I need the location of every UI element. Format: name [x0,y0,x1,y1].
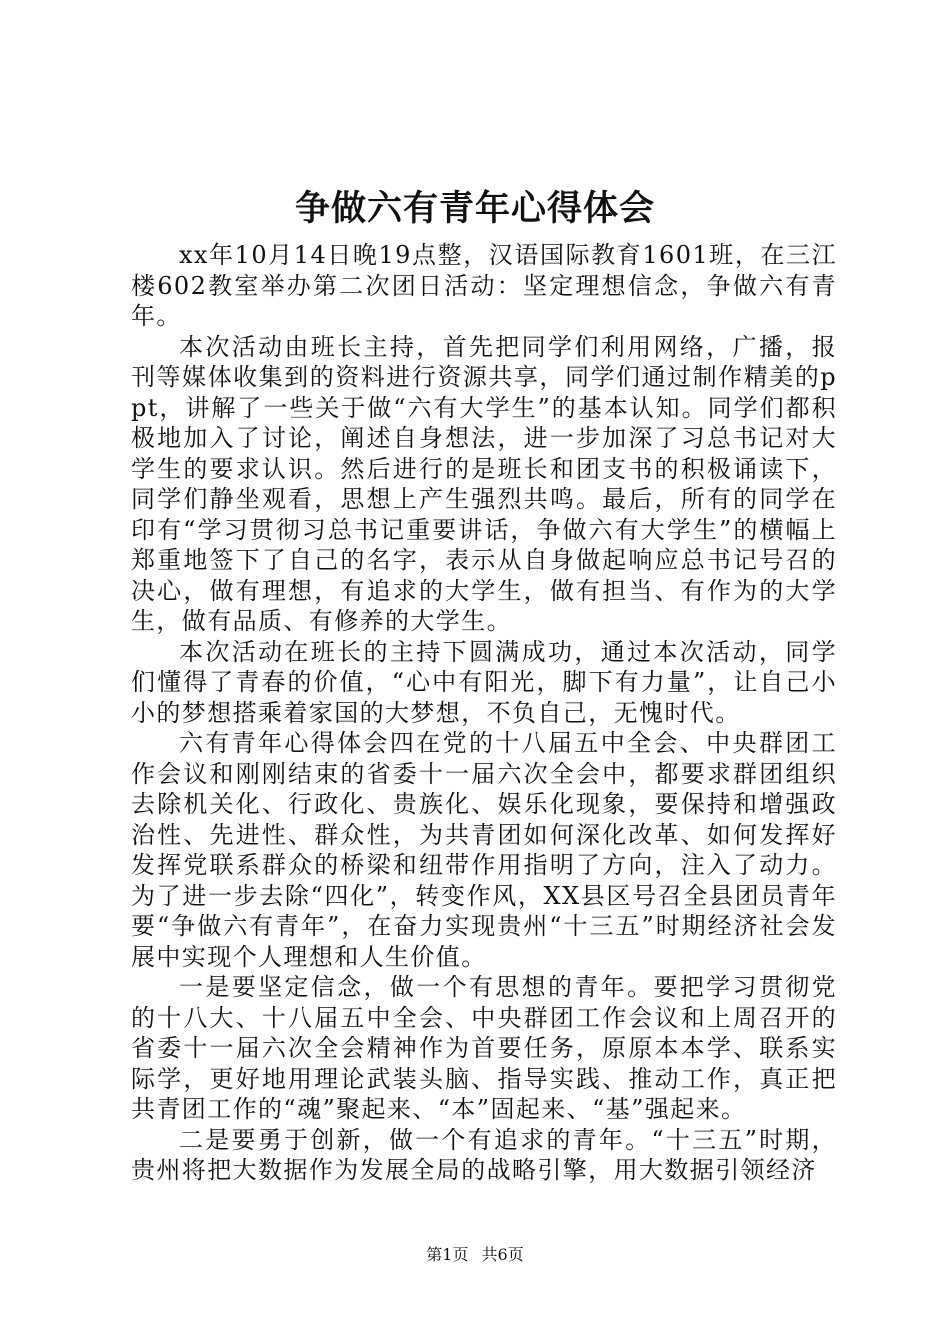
document-body [131,240,837,1186]
paragraph: 六有青年心得体会四在党的十八届五中全会、中央群团工作会议和刚刚结束的省委十一届六次全会中，都要求群团组织去除机关化、行政化、贵族化、娱乐化现象，要保持和增强政治性、先进性、群众性，为共青团如何深化改革、如何发挥好发挥党联系群众的桥梁和纽带作用指明了方向，注入了动力。为了进一步去除“四化”，转变作风，XX县区号召全县团员青年要“争做六有青年”，在奋力实现贵州“十三五”时期经济社会发展中实现个人理想和人生价值。 [131,729,837,971]
page-number: 第1页 [426,1245,469,1264]
paragraph: 本次活动由班长主持，首先把同学们利用网络，广播，报刊等媒体收集到的资料进行资源共享，同学们通过制作精美的ppt，讲解了一些关于做“六有大学生”的基本认知。同学们都积极地加入了讨论，阐述自身想法，进一步加深了习总书记对大学生的要求认识。然后进行的是班长和团支书的积极诵读下，同学们静坐观看，思想上产生强烈共鸣。最后，所有的同学在印有“学习贯彻习总书记重要讲话，争做六有大学生”的横幅上郑重地签下了自己的名字，表示从自身做起响应总书记号召的决心，做有理想，有追求的大学生，做有担当、有作为的大学生，做有品质、有修养的大学生。 [131,332,837,635]
paragraph: xx年10月14日晚19点整，汉语国际教育1601班，在三江楼602教室举办第二次团日活动：坚定理想信念，争做六有青年。 [131,241,837,330]
page-total: 共6页 [481,1245,524,1264]
paragraph: 一是要坚定信念，做一个有思想的青年。要把学习贯彻党的十八大、十八届五中全会、中央群团工作会议和上周召开的省委十一届六次全会精神作为首要任务，原原本本学、联系实际学，更好地用理论武装头脑、指导实践、推动工作，真正把共青团工作的“魂”聚起来、“本”固起来、“基”强起来。 [131,973,837,1123]
document-title: 争做六有青年心得体会 [294,188,655,229]
paragraph: 二是要勇于创新，做一个有追求的青年。“十三五”时期，贵州将把大数据作为发展全局的战略引擎，用大数据引领经济 [131,1125,837,1184]
paragraph: 本次活动在班长的主持下圆满成功，通过本次活动，同学们懂得了青春的价值，“心中有阳光，脚下有力量”，让自己小小的梦想搭乘着家国的大梦想，不负自己，无愧时代。 [131,637,837,727]
page-footer [0,1244,950,1266]
